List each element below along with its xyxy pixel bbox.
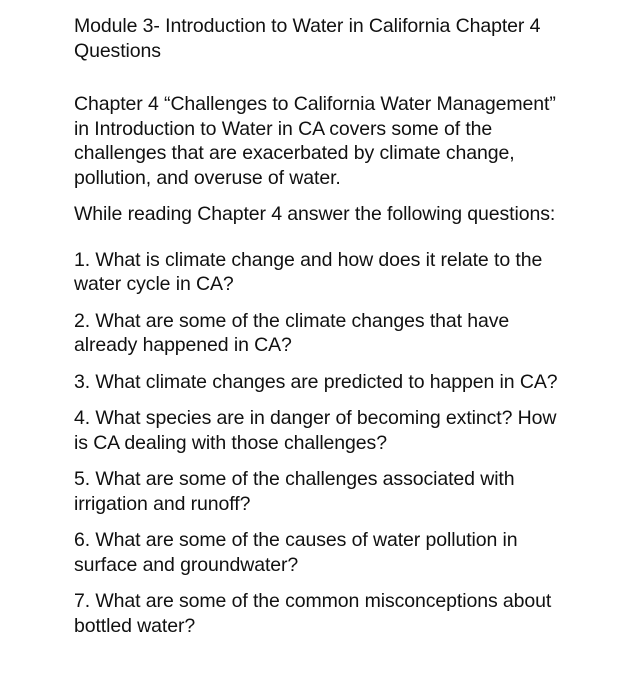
question-7: 7. What are some of the common misconceptions about bottled water? [74, 590, 552, 637]
document-title: Module 3- Introduction to Water in California Chapter 4 Questions [74, 15, 541, 62]
question-5: 5. What are some of the challenges associated with irrigation and runoff? [74, 468, 515, 515]
question-1: 1. What is climate change and how does it relate to the water cycle in CA? [74, 248, 543, 295]
instruction-paragraph: While reading Chapter 4 answer the following questions: [74, 203, 556, 225]
document-body [74, 14, 574, 650]
intro-paragraph: Chapter 4 “Challenges to California Water Management” in Introduction to Water in CA covers some of the challenges that are exacerbated by climate change, pollution, and overuse of water. [74, 93, 556, 189]
question-2: 2. What are some of the climate changes that have already happened in CA? [74, 309, 510, 356]
question-6: 6. What are some of the causes of water pollution in surface and groundwater? [74, 529, 518, 576]
question-3: 3. What climate changes are predicted to happen in CA? [74, 370, 558, 393]
question-4: 4. What species are in danger of becoming extinct? How is CA dealing with those challenges? [74, 407, 557, 454]
